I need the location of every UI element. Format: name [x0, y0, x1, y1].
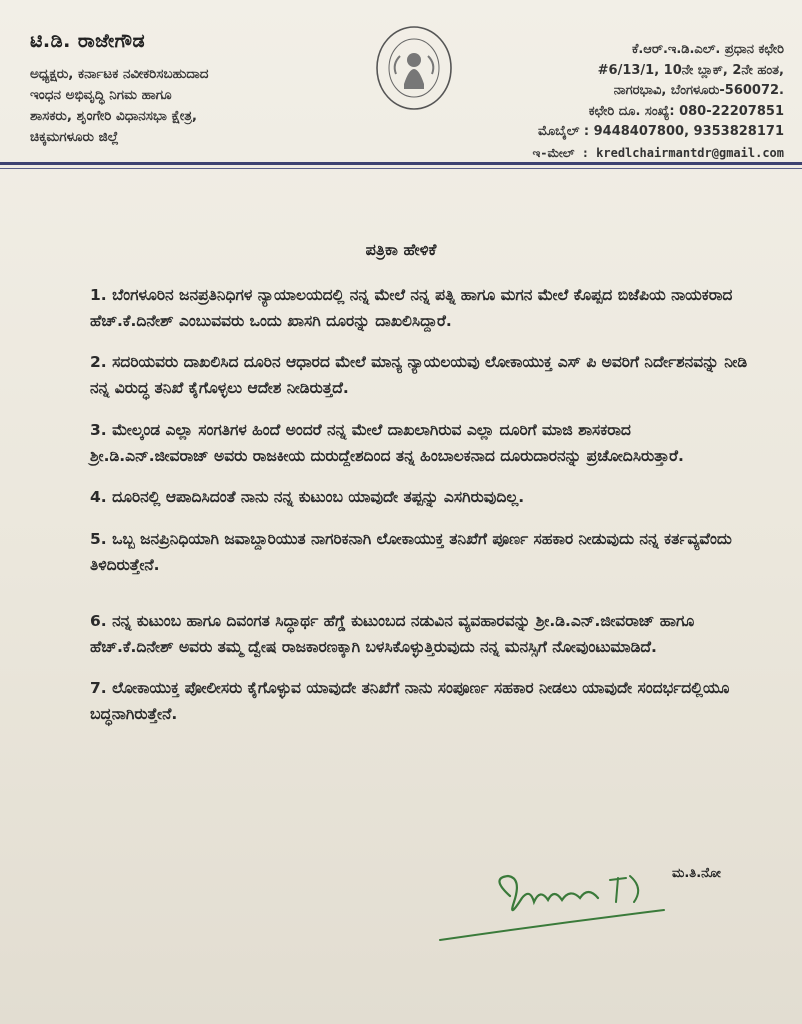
document-heading: ಪತ್ರಿಕಾ ಹೇಳಿಕೆ [365, 240, 437, 259]
signature-note: ಮ.ತಿ.ನೋ [672, 866, 721, 881]
statement-paragraph: 4. ದೂರಿನಲ್ಲಿ ಆಪಾದಿಸಿದಂತೆ ನಾನು ನನ್ನ ಕುಟುಂಬ ಯಾವುದೇ ತಪ್ಪನ್ನು ಎಸಗಿರುವುದಿಲ್ಲ. [90, 488, 525, 506]
statement-paragraph: 2. ಸದರಿಯವರು ದಾಖಲಿಸಿದ ದೂರಿನ ಆಧಾರದ ಮೇಲೆ ಮಾನ್ಯ ನ್ಯಾಯಲಯವು ಲೋಕಾಯುಕ್ತ ಎಸ್ ಪಿ ಅವರಿಗೆ ನಿರ್ದೇಶನವನ್ನು ನೀಡಿ ನನ್ನ ವಿರುದ್ಧ ತನಿಖೆ ಕೈಗೊಳ್ಳಲು ಆದೇಶ ನೀಡಿರುತ್ತದೆ. [90, 353, 748, 397]
sender-designation [30, 64, 370, 148]
designation-line: ಅಧ್ಯಕ್ಷರು, ಕರ್ನಾಟಕ ನವೀಕರಿಸಬಹುದಾದ [30, 66, 209, 82]
designation-line: ಇಂಧನ ಅಭಿವೃದ್ಧಿ ನಿಗಮ ಹಾಗೂ [30, 87, 172, 103]
header-rule [0, 162, 802, 165]
designation-line: ಚಿಕ್ಕಮಗಳೂರು ಜಿಲ್ಲೆ [30, 129, 119, 145]
statement-paragraph: 6. ನನ್ನ ಕುಟುಂಬ ಹಾಗೂ ದಿವಂಗತ ಸಿದ್ಧಾರ್ಥ ಹೆಗ್ಡೆ ಕುಟುಂಬದ ನಡುವಿನ ವ್ಯವಹಾರವನ್ನು ಶ್ರೀ.ಡಿ.ಎನ್.ಜೀವರಾಜ್ ಹಾಗೂ ಹೆಚ್.ಕೆ.ದಿನೇಶ್ ಅವರು ತಮ್ಮ ದ್ವೇಷ ರಾಜಕಾರಣಕ್ಕಾಗಿ ಬಳಸಿಕೊಳ್ಳುತ್ತಿರುವುದು ನನ್ನ ಮನಸ್ಸಿಗೆ ನೋವುಂಟುಮಾಡಿದೆ. [90, 611, 695, 656]
sender-name: ಟಿ.ಡಿ. ರಾಜೇಗೌಡ [30, 30, 146, 52]
statement-paragraph: 5. ಒಬ್ಬ ಜನಪ್ರಿನಿಧಿಯಾಗಿ ಜವಾಬ್ದಾರಿಯುತ ನಾಗರಿಕನಾಗಿ ಲೋಕಾಯುಕ್ತ ತನಿಖೆಗೆ ಪೂರ್ಣ ಸಹಕಾರ ನೀಡುವುದು ನನ್ನ ಕರ್ತವ್ಯವೆಂದು ತಿಳಿದಿರುತ್ತೇನೆ. [90, 529, 732, 574]
email-address: ಇ-ಮೇಲ್ : kredlchairmantdr@gmail.com [532, 145, 784, 160]
office-phone: ಕಛೇರಿ ದೂ. ಸಂಖ್ಯೆ: 080-22207851 [588, 103, 784, 119]
mobile-number: ಮೊಬೈಲ್ : 9448407800, 9353828171 [537, 124, 784, 139]
letterhead-right [504, 40, 784, 163]
designation-line: ಶಾಸಕರು, ಶೃಂಗೇರಿ ವಿಧಾನಸಭಾ ಕ್ಷೇತ್ರ, [30, 108, 198, 124]
statement-paragraph: 3. ಮೇಲ್ಕಂಡ ಎಲ್ಲಾ ಸಂಗತಿಗಳ ಹಿಂದೆ ಅಂದರೆ ನನ್ನ ಮೇಲೆ ದಾಖಲಾಗಿರುವ ಎಲ್ಲಾ ದೂರಿಗೆ ಮಾಜಿ ಶಾಸಕರಾದ ಶ್ರೀ.ಡಿ.ಎನ್.ಜೀವರಾಜ್ ಅವರು ರಾಜಕೀಯ ದುರುದ್ದೇಶದಿಂದ ತನ್ನ ಹಿಂಬಾಲಕನಾದ ದೂರುದಾರನನ್ನು ಪ್ರಚೋದಿಸಿರುತ್ತಾರೆ. [90, 420, 684, 465]
statement-paragraph: 7. ಲೋಕಾಯುಕ್ತ ಪೋಲೀಸರು ಕೈಗೊಳ್ಳುವ ಯಾವುದೇ ತನಿಖೆಗೆ ನಾನು ಸಂಪೂರ್ಣ ಸಹಕಾರ ನೀಡಲು ಯಾವುದೇ ಸಂದರ್ಭದಲ್ಲಿಯೂ ಬದ್ಧನಾಗಿರುತ್ತೇನೆ. [90, 679, 730, 723]
header-rule-thin [0, 168, 802, 169]
office-line: ನಾಗರಭಾವಿ, ಬೆಂಗಳೂರು-560072. [613, 83, 784, 98]
letterhead-left [30, 30, 370, 148]
statement-body [90, 266, 750, 739]
state-emblem-seal [374, 24, 454, 112]
statement-paragraph: 1. ಬೆಂಗಳೂರಿನ ಜನಪ್ರತಿನಿಧಿಗಳ ನ್ಯಾಯಾಲಯದಲ್ಲಿ ನನ್ನ ಮೇಲೆ ನನ್ನ ಪತ್ನಿ ಹಾಗೂ ಮಗನ ಮೇಲೆ ಕೊಪ್ಪದ ಬಿಜೆಪಿಯ ನಾಯಕರಾದ ಹೆಚ್.ಕೆ.ದಿನೇಶ್ ಎಂಬುವವರು ಒಂದು ಖಾಸಗಿ ದೂರನ್ನು ದಾಖಲಿಸಿದ್ದಾರೆ. [90, 285, 733, 330]
handwritten-signature [430, 858, 690, 958]
office-line: ಕೆ.ಆರ್.ಇ.ಡಿ.ಎಲ್. ಪ್ರಧಾನ ಕಛೇರಿ [632, 42, 784, 57]
office-line: #6/13/1, 10ನೇ ಬ್ಲಾಕ್, 2ನೇ ಹಂತ, [597, 62, 784, 78]
